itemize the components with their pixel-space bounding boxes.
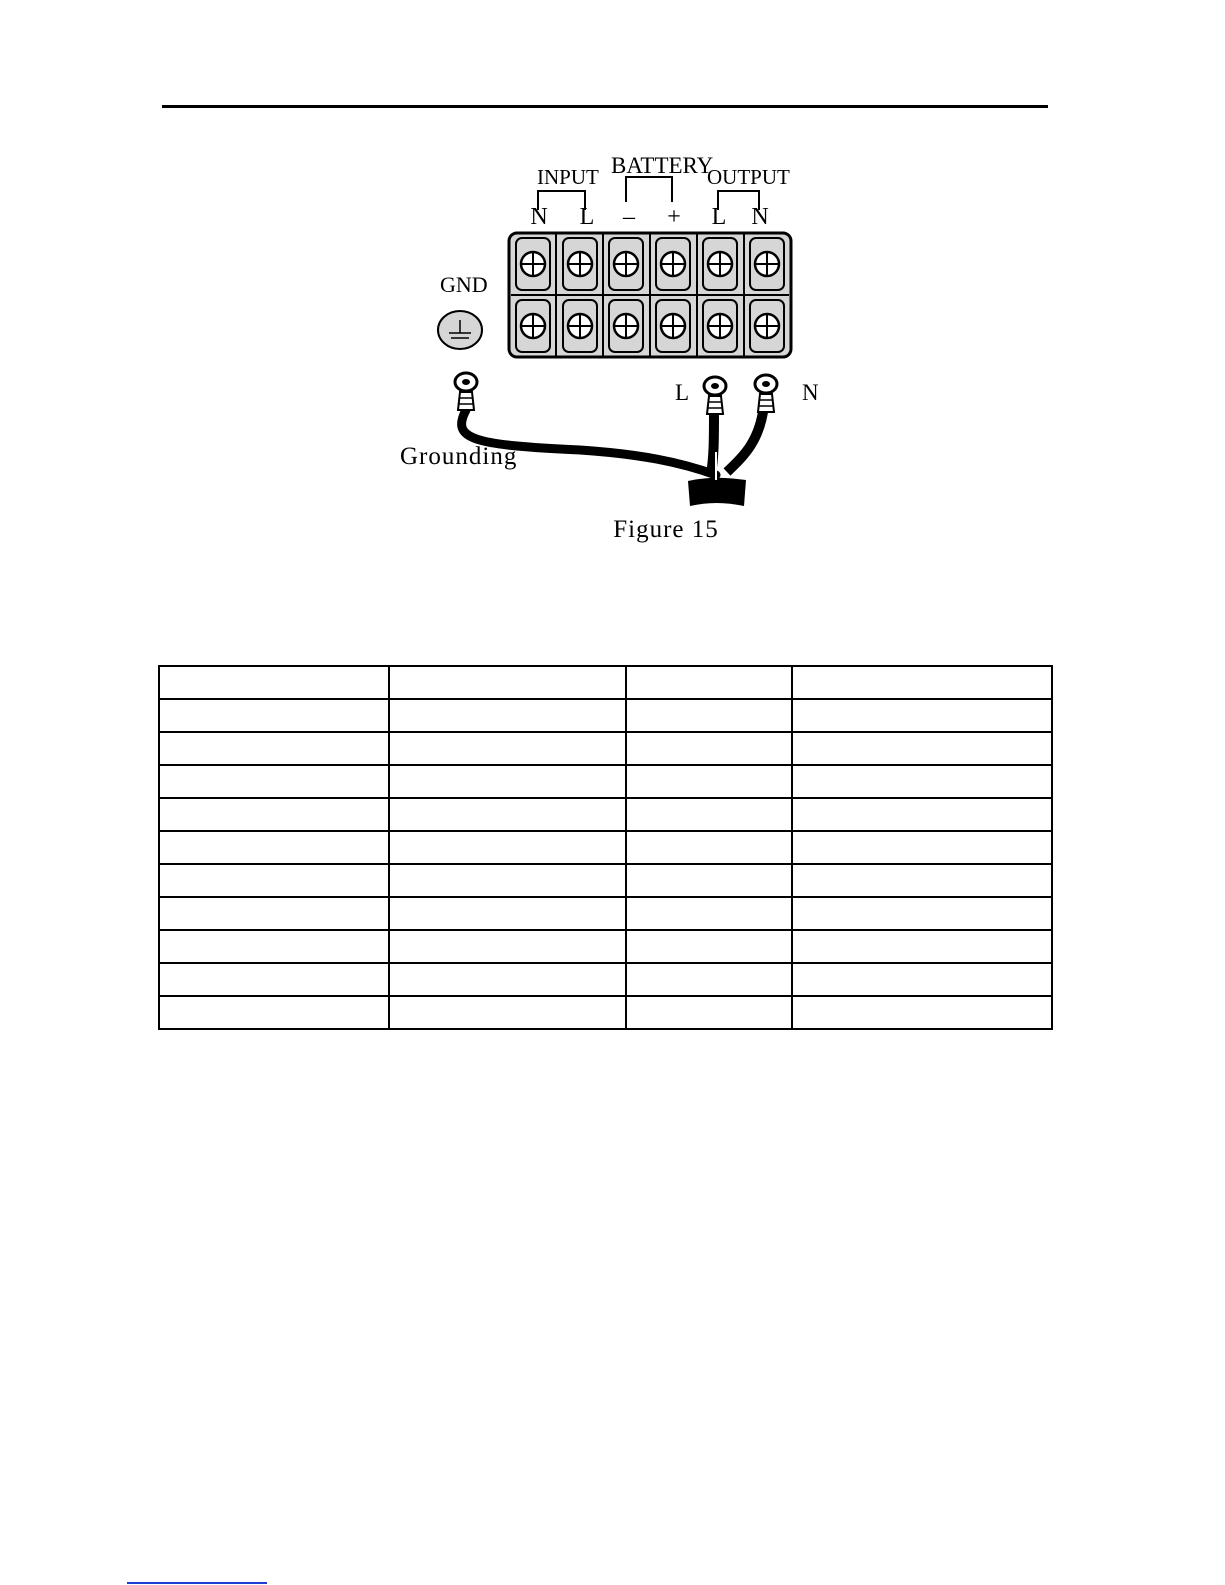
table-row [159,996,1052,1029]
table-row [159,897,1052,930]
table-cell [792,666,1052,699]
neutral-ring-lug [755,375,777,412]
terminal-screw-icon [703,300,737,352]
table-cell [626,930,792,963]
terminal-block [509,233,791,357]
cable-label-neutral: N [802,380,819,405]
table-cell [626,666,792,699]
table-row [159,798,1052,831]
cable-label-grounding: Grounding [400,443,518,470]
table-cell [626,732,792,765]
table-cell [626,897,792,930]
table-cell [159,666,389,699]
table-row [159,963,1052,996]
table-cell [159,699,389,732]
terminal-screw-icon [516,238,550,290]
terminal-screw-icon [750,238,784,290]
table-cell [792,732,1052,765]
table-cell [626,699,792,732]
table-cell [159,996,389,1029]
terminal-label-input-l: L [579,204,595,230]
table-cell [792,864,1052,897]
gnd-label: GND [440,272,488,297]
table-cell [159,732,389,765]
table-cell [389,996,626,1029]
cable-label-line: L [675,380,690,405]
table-cell [792,699,1052,732]
table-cell [792,831,1052,864]
terminal-screw-icon [750,300,784,352]
table-row [159,765,1052,798]
table-row [159,864,1052,897]
footer-link-underline[interactable] [127,1582,267,1584]
battery-group-label: BATTERY [611,153,714,178]
table-cell [792,765,1052,798]
table-cell [159,930,389,963]
terminal-label-output-l: L [711,204,727,230]
table-cell [159,897,389,930]
terminal-label-input-n: N [530,204,548,230]
table-row [159,732,1052,765]
table-row [159,699,1052,732]
table-cell [626,996,792,1029]
terminal-screw-icon [516,300,550,352]
terminal-label-battery-plus: + [667,204,681,230]
table-cell [159,831,389,864]
table-cell [626,765,792,798]
terminal-screw-icon [656,238,690,290]
table-cell [159,765,389,798]
specification-table [158,665,1053,1030]
table-cell [792,930,1052,963]
table-cell [389,732,626,765]
table-cell [389,897,626,930]
table-cell [792,798,1052,831]
terminal-screw-icon [563,300,597,352]
table-cell [389,765,626,798]
table-cell [389,699,626,732]
table-cell [626,963,792,996]
figure-caption: Figure 15 [613,516,719,543]
line-ring-lug [704,377,726,414]
terminal-screw-icon [703,238,737,290]
terminal-label-output-n: N [751,204,769,230]
table-cell [389,930,626,963]
table-cell [389,963,626,996]
terminal-screw-icon [609,238,643,290]
table-cell [626,798,792,831]
table-cell [159,864,389,897]
table-cell [792,996,1052,1029]
table-cell [389,666,626,699]
table-row [159,666,1052,699]
table-cell [792,897,1052,930]
table-cell [792,963,1052,996]
terminal-screw-icon [609,300,643,352]
ground-symbol-icon [438,311,482,349]
input-group-label: INPUT [537,165,599,189]
table-cell [389,864,626,897]
wiring-diagram-svg [380,140,850,560]
header-rule [162,105,1048,108]
table-cell [626,831,792,864]
table-cell [159,963,389,996]
table-row [159,930,1052,963]
table-cell [626,864,792,897]
table-cell [159,798,389,831]
terminal-screw-icon [656,300,690,352]
output-group-label: OUTPUT [707,165,790,189]
terminal-screw-icon [563,238,597,290]
ground-ring-lug [455,373,477,410]
wiring-diagram-figure [380,140,850,560]
terminal-label-battery-minus: – [623,204,635,230]
table-cell [389,798,626,831]
table-cell [389,831,626,864]
battery-bracket [626,177,672,202]
table-row [159,831,1052,864]
